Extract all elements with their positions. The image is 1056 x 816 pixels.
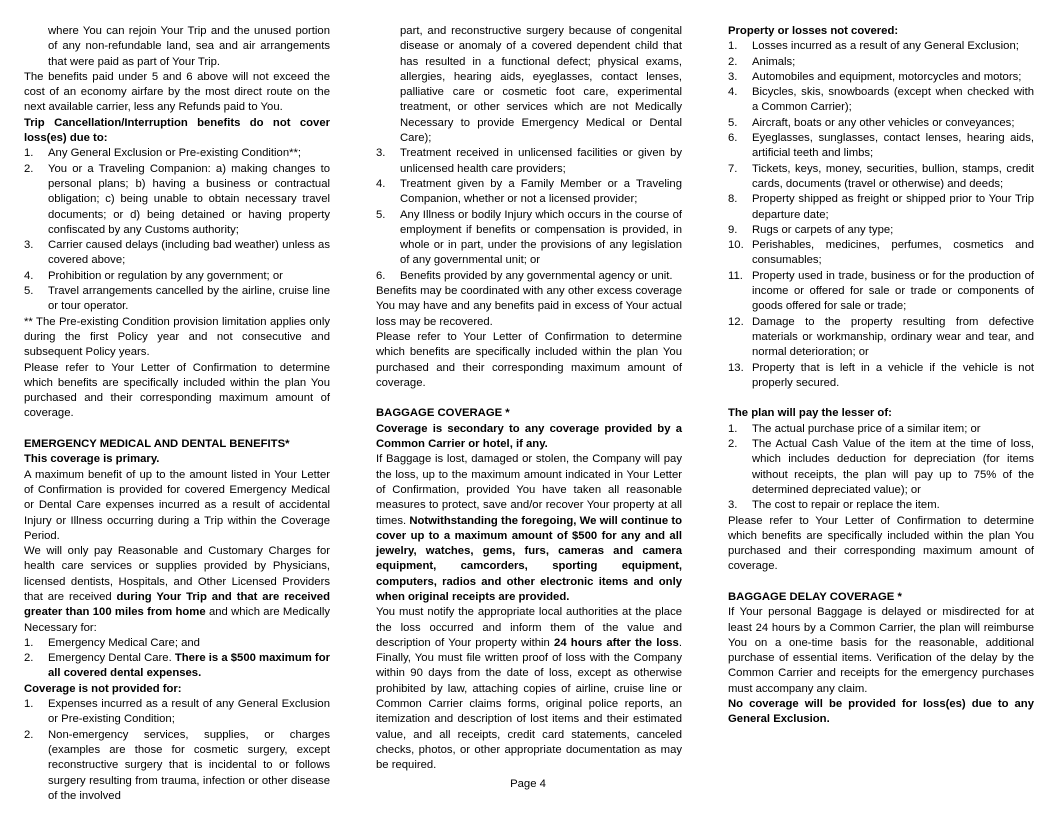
list-number: 4. [728,86,738,99]
list-item-text: Prohibition or regulation by any government; or [48,269,283,282]
list-number: 3. [728,70,738,83]
list-item-text: Animals; [752,55,796,68]
list-item-text: Property shipped as freight or shipped prior to Your Trip departure date; [752,193,1034,221]
preexisting-footnote: ** The Pre-existing Condition provision limitation applies only during the first Policy year and not consecutive and subsequent Policy years. [24,315,330,359]
list-item [728,162,1034,193]
reasonable-charges-end: and which are Medically Necessary for: [24,606,330,634]
trip-cancellation-heading: Trip Cancellation/Interruption benefits do not cover loss(es) due to: [24,116,330,145]
list-item-text: You or a Traveling Companion: a) making changes to personal plans; b) having a business or contractual obligation; c) being unable to obtain necessary travel documents; or d) being detained or having property confiscated by any Customs authority; [48,162,330,236]
list-number: 2. [24,728,34,741]
list-item [728,238,1034,269]
list-number: 3. [376,147,386,160]
list-item [24,636,330,651]
list-item [728,192,1034,223]
list-item [376,146,682,177]
refer-letter-paragraph: Please refer to Your Letter of Confirmation to determine which benefits are specifically included within the plan You purchased and their corresponding maximum amount of coverage. [728,514,1034,573]
list-number: 5. [24,285,34,298]
list-item [376,269,682,284]
list-item [376,208,682,269]
list-item-text: Damage to the property resulting from defective materials or workmanship, ordinary wear and tear, and normal deterioration; or [752,315,1034,359]
list-number: 5. [728,116,738,129]
list-number: 4. [24,269,34,282]
list-item [728,315,1034,361]
list-item-text: The actual purchase price of a similar item; or [752,422,981,435]
list-item-text: Rugs or carpets of any type; [752,223,894,236]
list-number: 8. [728,193,738,206]
list-item [728,422,1034,437]
refer-letter-paragraph: Please refer to Your Letter of Confirmation to determine which benefits are specifically included within the plan You purchased and their corresponding maximum amount of coverage. [376,330,682,389]
column-1 [24,24,330,804]
coverage-not-provided-heading: Coverage is not provided for: [24,682,182,695]
emergency-medical-heading: EMERGENCY MEDICAL AND DENTAL BENEFITS* [24,438,290,451]
list-item-text: The Actual Cash Value of the item at the time of loss, which includes deduction for depreciation (for items without receipts, the plan will pay up to 75% of the determined depreciated value); or [752,438,1034,496]
list-item [24,238,330,269]
list-item [376,177,682,208]
list-item [728,116,1034,131]
list-item-text: part, and reconstructive surgery because of congenital disease or anomaly of a covered dependent child that has resulted in a functional defect; physical exams, allergies, hearing aids, eyeglasses, contact lenses, palliative care or cosmetic foot care, experimental treatment, or other services which are not Medically Necessary to provide Emergency Medical or Dental Care); [400,25,682,145]
reasonable-charges-text: We will only pay Reasonable and Customary Charges for health care services or supplies provided by Physicians, licensed dentists, Hospitals, and Other Licensed Providers that are received [24,545,330,603]
coverage-primary-heading: This coverage is primary. [24,453,160,466]
list-item-text: Benefits provided by any governmental agency or unit. [400,269,673,282]
list-item [728,437,1034,498]
list-number: 1. [24,147,34,160]
baggage-delay-paragraph: If Your personal Baggage is delayed or misdirected for at least 24 hours by a Common Carrier, the plan will reimburse You on a one-time basis for the reasonable, additional purchase of essential items. Verification of the delay by the Common Carrier and receipts for the emergency purchases must accompany any claim. [728,606,1034,695]
trip-cancellation-exclusions-list [24,146,330,314]
baggage-lost-text: If Baggage is lost, damaged or stolen, the Company will pay the loss, up to the maximum amount indicated in Your Letter of Confirmation, provided You have taken all reasonable measures to protect, save and/or recover Your property at all times. [376,453,682,527]
list-item-text: Property used in trade, business or for the production of income or offered for sale or trade or components of goods offered for sale or trade; [752,269,1034,313]
list-number: 1. [728,422,738,435]
maximum-benefit-paragraph: A maximum benefit of up to the amount listed in Your Letter of Confirmation is provided for covered Emergency Medical or Dental Care expenses incurred as a result of accidental Injury or Illness occurring during a Trip within the Coverage Period. [24,468,330,542]
list-number: 6. [376,269,386,282]
spacer [376,391,682,406]
list-number: 12. [728,315,744,328]
list-number: 3. [24,239,34,252]
notify-authorities-paragraph [376,605,682,773]
list-item [728,131,1034,162]
emergency-care-list [24,636,330,682]
baggage-limit-bold: Notwithstanding the foregoing, We will continue to cover up to a maximum amount of $500 for any and all jewelry, watches, gems, furs, cameras and camera equipment, camcorders, sporting equipment, computers, radios and other electronic items and only when original receipts are provided. [376,514,682,603]
list-item-text: Losses incurred as a result of any General Exclusion; [752,40,1019,53]
list-item [728,55,1034,70]
column-2 [376,24,682,774]
list-number: 9. [728,223,738,236]
list-item [24,269,330,284]
list-number: 4. [376,177,386,190]
list-item [24,728,330,804]
spacer [728,575,1034,590]
list-item-text: Expenses incurred as a result of any General Exclusion or Pre-existing Condition; [48,698,330,726]
notify-deadline-bold: 24 hours after the loss [554,636,679,649]
list-item-text: Property that is left in a vehicle if the vehicle is not properly secured. [752,361,1034,389]
list-number: 1. [24,698,34,711]
list-number: 2. [24,162,34,175]
list-number: 2. [728,438,738,451]
list-item-text: Emergency Dental Care. [48,652,175,665]
list-item [24,697,330,728]
coverage-secondary-heading: Coverage is secondary to any coverage provided by a Common Carrier or hotel, if any. [376,422,682,451]
trip-return-continued-list [24,24,330,70]
baggage-lost-paragraph [376,452,682,605]
list-number: 5. [376,208,386,221]
list-item [728,70,1034,85]
list-item-text: Carrier caused delays (including bad weather) unless as covered above; [48,239,330,267]
list-item [728,498,1034,513]
list-item-text: Treatment given by a Family Member or a Traveling Companion, whether or not a licensed provider; [400,177,682,206]
list-item [728,223,1034,238]
list-number: 2. [728,55,738,68]
list-item [728,85,1034,116]
list-item [728,269,1034,315]
coverage-not-provided-continued-list [376,24,682,284]
baggage-coverage-heading: BAGGAGE COVERAGE * [376,407,510,420]
plan-pays-lesser-list [728,422,1034,514]
dental-maximum-bold: There is a $500 maximum for all covered dental expenses. [48,652,330,680]
list-item-text: The cost to repair or replace the item. [752,499,940,512]
list-number: 7. [728,162,738,175]
list-item [24,651,330,682]
list-number: 2. [24,652,34,665]
property-not-covered-heading: Property or losses not covered: [728,25,899,37]
list-item [728,361,1034,392]
property-not-covered-list [728,39,1034,391]
coordinated-benefits-paragraph: Benefits may be coordinated with any other excess coverage You may have and any benefits paid in excess of Your actual loss may be recovered. [376,285,682,328]
list-item-text: Any Illness or bodily Injury which occurs in the course of employment if benefits or compensation is provided, in whole or in part, under the provisions of any legislation of any governmental unit; or [400,208,682,267]
list-item-text: Aircraft, boats or any other vehicles or conveyances; [752,116,1015,129]
list-item [728,39,1034,54]
notify-text-end: . Finally, You must file written proof of loss with the Company within 90 days from the date of loss, except as otherwise prohibited by law, attaching copies of airline, cruise line or Common Carrier claims forms, original police reports, an itemization and description of lost items and their estimated value, and all receipts, credit card statements, canceled checks, photos, or other appropriate documentation as may be required. [376,636,682,772]
notify-text: You must notify the appropriate local authorities at the place the loss occurred and inform them of the value and description of Your property within [376,606,682,649]
spacer [24,422,330,437]
list-item [24,24,330,70]
list-item [24,284,330,315]
list-item-text: Travel arrangements cancelled by the airline, cruise line or tour operator. [48,285,330,313]
plan-pays-lesser-heading: The plan will pay the lesser of: [728,407,892,420]
list-number: 3. [728,499,738,512]
refer-letter-paragraph: Please refer to Your Letter of Confirmation to determine which benefits are specifically included within the plan You purchased and their corresponding maximum amount of coverage. [24,361,330,420]
list-item-text: Bicycles, skis, snowboards (except when checked with a Common Carrier); [752,86,1034,114]
reasonable-charges-paragraph [24,544,330,636]
list-number: 1. [728,40,738,53]
list-item-text: where You can rejoin Your Trip and the unused portion of any non-refundable land, sea and air arrangements that were paid as part of Your Trip. [48,25,330,68]
list-number: 11. [728,269,743,282]
list-number: 6. [728,132,738,145]
list-item-text: Any General Exclusion or Pre-existing Condition**; [48,147,302,160]
list-item-text: Perishables, medicines, perfumes, cosmetics and consumables; [752,239,1034,267]
no-coverage-statement: No coverage will be provided for loss(es) due to any General Exclusion. [728,698,1034,726]
list-item-text: Non-emergency services, supplies, or charges (examples are those for cosmetic surgery, except reconstructive surgery that is incidental to or follows surgery resulting from trauma, infection or other disease of the involved [48,728,330,802]
list-item-text: Automobiles and equipment, motorcycles and motors; [752,70,1022,83]
spacer [728,391,1034,406]
page-number: Page 4 [510,778,546,790]
list-item [24,162,330,238]
list-item [376,24,682,146]
column-3 [728,24,1034,728]
list-item-text: Emergency Medical Care; and [48,636,200,649]
benefits-paid-paragraph: The benefits paid under 5 and 6 above will not exceed the cost of an economy airfare by the most direct route on the next available carrier, less any Refunds paid to You. [24,70,330,114]
list-item-text: Eyeglasses, sunglasses, contact lenses, hearing aids, artificial teeth and limbs; [752,132,1034,160]
list-number: 13. [728,361,744,374]
baggage-delay-heading: BAGGAGE DELAY COVERAGE * [728,590,902,603]
list-item-text: Treatment received in unlicensed facilities or given by unlicensed health care providers; [400,147,682,175]
list-number: 1. [24,636,34,649]
reasonable-charges-bold: during Your Trip and that are received greater than 100 miles from home [24,590,330,619]
list-item-text: Tickets, keys, money, securities, bullion, stamps, credit cards, documents (travel or otherwise) and deeds; [752,162,1034,190]
list-number: 10. [728,239,744,252]
list-item [24,146,330,161]
